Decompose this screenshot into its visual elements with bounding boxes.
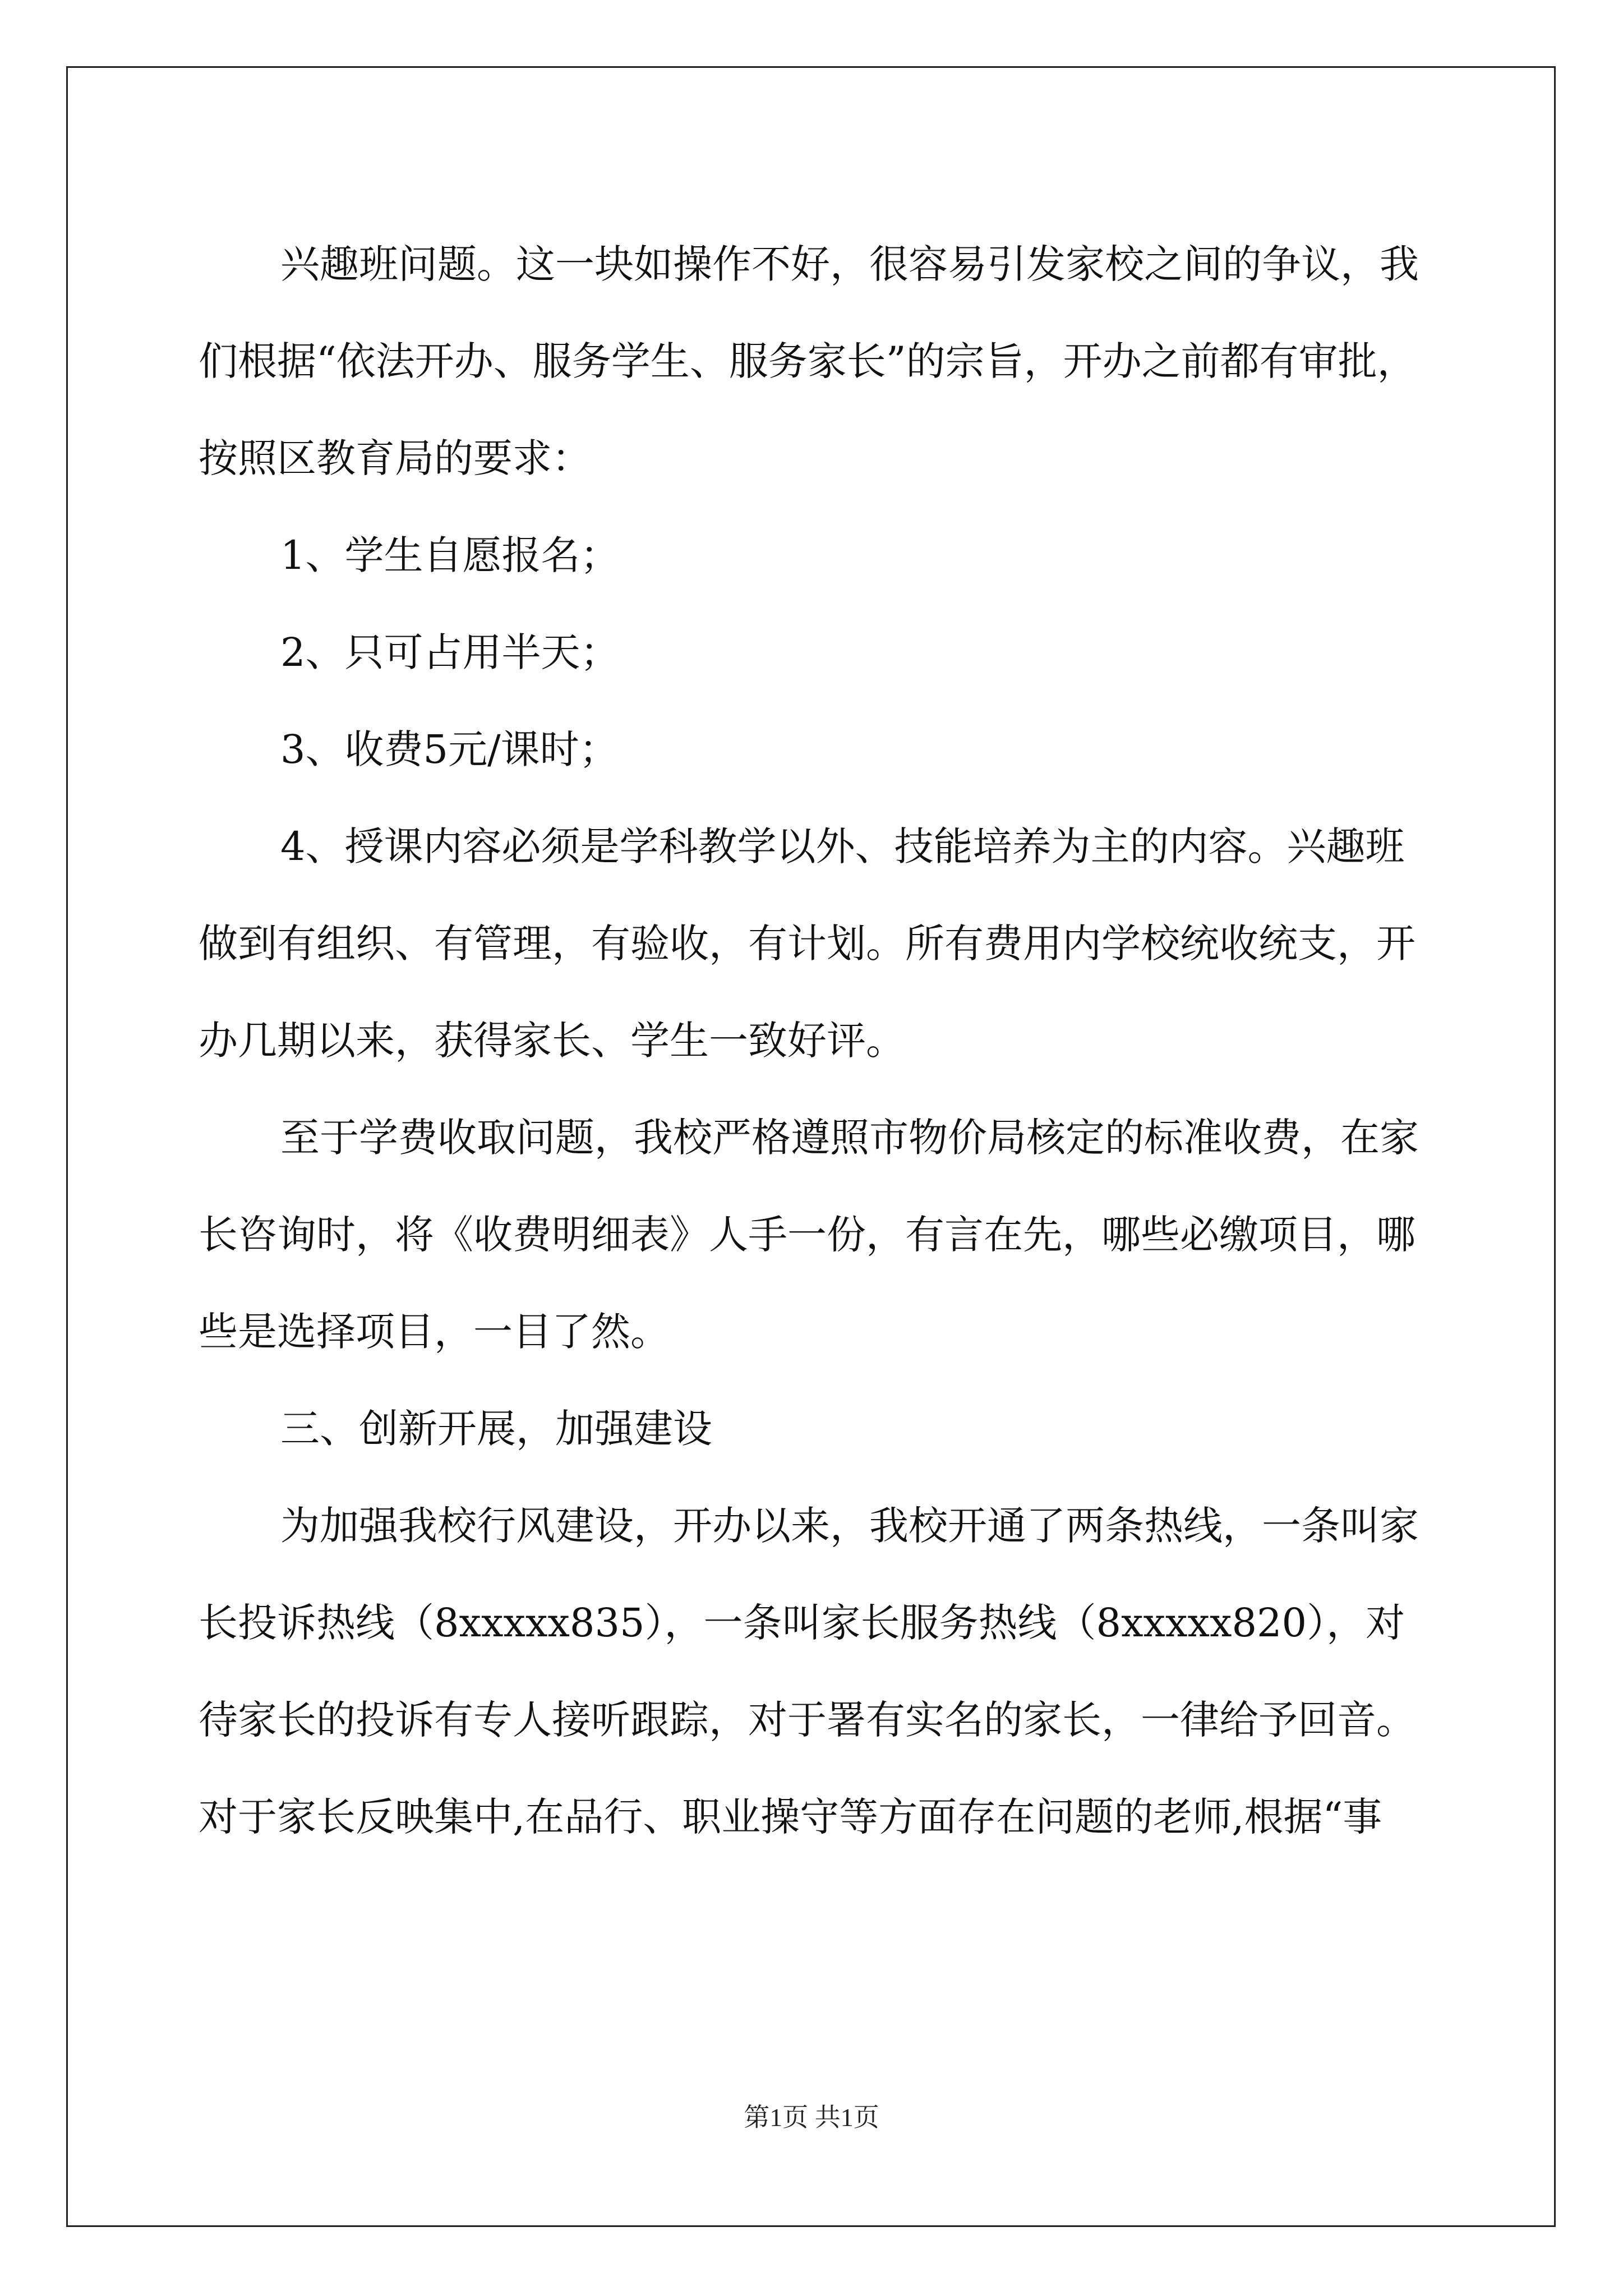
list-item-1: 1、学生自愿报名；: [280, 532, 620, 578]
list-item-2: 2、只可占用半天；: [280, 629, 620, 675]
section-heading: 三、创新开展，加强建设: [280, 1406, 712, 1452]
list-item-3: 3、收费5元/课时；: [280, 726, 619, 772]
paragraph-hotlines: 为加强我校行风建设，开办以来，我校开通了两条热线，一条叫家长投诉热线（8xxxxx835），一条叫家长服务热线（8xxxxx820），对待家长的投诉有专人接听跟踪，对于署有实名的家长，一律给予回音。对于家长反映集中,在品行、职业操守等方面存在问题的老师,根据“事: [199, 1503, 1419, 1840]
list-item-4: 4、授课内容必须是学科教学以外、技能培养为主的内容。兴趣班做到有组织、有管理，有验收，有计划。所有费用内学校统收统支，开办几期以来，获得家长、学生一致好评。: [199, 823, 1415, 1064]
paragraph-interest-class: 兴趣班问题。这一块如操作不好，很容易引发家校之间的争议，我们根据“依法开办、服务学生、服务家长”的宗旨，开办之前都有审批，按照区教育局的要求：: [199, 241, 1419, 481]
page-footer: 第1页 共1页: [744, 2103, 879, 2132]
document-body: [199, 216, 1427, 1866]
paragraph-tuition: 至于学费收取问题，我校严格遵照市物价局核定的标准收费，在家长咨询时，将《收费明细表》人手一份，有言在先，哪些必缴项目，哪些是选择项目，一目了然。: [199, 1115, 1419, 1355]
